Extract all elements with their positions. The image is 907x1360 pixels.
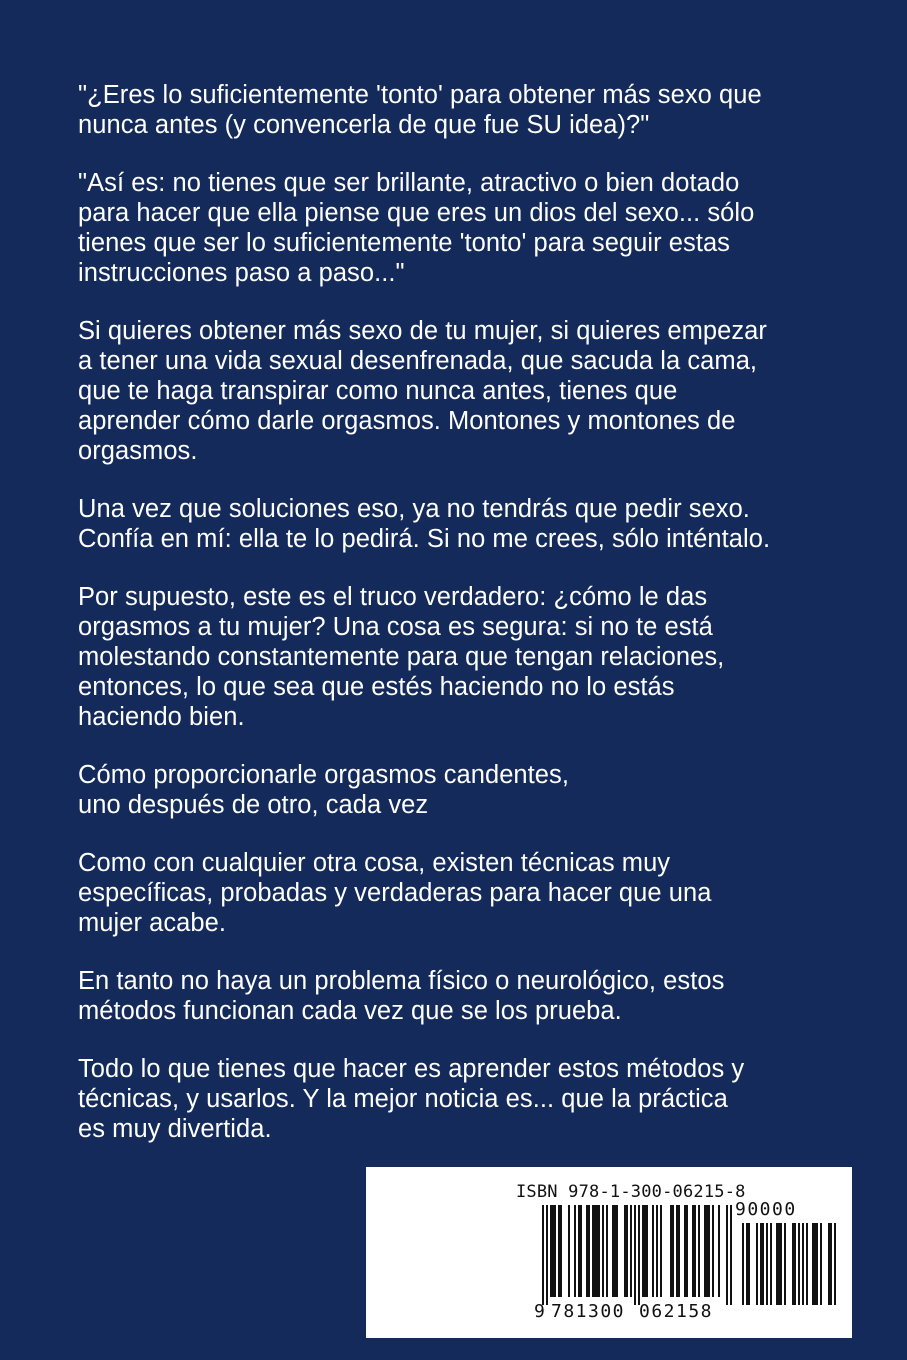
barcode-bar [580,1205,582,1297]
barcode-bar [672,1205,674,1297]
barcode-bar [586,1205,588,1297]
barcode-bar [596,1205,598,1297]
paragraph-6-subheading: Cómo proporcionarle orgasmos candentes, uno después de otro, cada vez [78,761,569,819]
addon-bar [816,1223,818,1305]
barcode-bar [646,1205,648,1297]
barcode-bar [656,1205,658,1297]
blurb-text [78,80,838,1172]
barcode-bar [542,1205,544,1305]
barcode-bar [592,1205,594,1297]
paragraph-1: "¿Eres lo suficientemente 'tonto' para obtener más sexo que nunca antes (y convencerla de que fue SU idea)?" [78,81,762,139]
addon-bar [742,1223,744,1305]
barcode-bar [718,1205,720,1297]
barcode-bar [612,1205,614,1297]
barcode-bar [652,1205,654,1297]
addon-bar [770,1223,772,1305]
barcode-bar [552,1205,554,1297]
barcode-bar [574,1205,576,1297]
barcode-bar [642,1205,644,1297]
barcode-bar [614,1205,616,1297]
barcode-bar [676,1205,678,1297]
barcode-bar [638,1205,640,1305]
barcode-bar [698,1205,700,1297]
barcode-bar [550,1205,552,1297]
paragraph-2: "Así es: no tienes que ser brillante, atractivo o bien dotado para hacer que ella piense que eres un dios del sexo... sólo tienes que ser lo suficientemente 'tonto' para seguir estas instrucciones paso a paso..." [78,169,755,287]
barcode-bar [554,1205,556,1297]
paragraph-4: Una vez que soluciones eso, ya no tendrás que pedir sexo. Confía en mí: ella te lo pedirá. Si no me crees, sólo inténtalo. [78,495,771,553]
barcode-bar [598,1205,600,1297]
barcode-bar [568,1205,570,1297]
paragraph-7: Como con cualquier otra cosa, existen técnicas muy específicas, probadas y verdaderas para hacer que una mujer acabe. [78,849,712,937]
addon-bar [762,1223,764,1305]
addon-bar [806,1223,808,1305]
barcode-bar [644,1205,646,1297]
addon-bar [802,1223,804,1305]
addon-bar [794,1223,796,1305]
ean-right-group: 062158 [639,1301,714,1322]
barcode-bar [694,1205,696,1297]
barcode-bar [546,1205,548,1305]
barcode-bar [712,1205,714,1297]
barcode-bar [560,1205,562,1297]
barcode-bar [684,1205,686,1297]
addon-bar [798,1223,800,1305]
barcode-bar [704,1205,706,1297]
addon-bar [746,1223,748,1305]
addon-bar [766,1223,768,1305]
addon-bar [820,1223,822,1305]
ean-left-group: 781300 [551,1301,626,1322]
addon-bar [784,1223,786,1305]
barcode-bar [692,1205,694,1297]
paragraph-3: Si quieres obtener más sexo de tu mujer, si quieres empezar a tener una vida sexual desenfrenada, que sacuda la cama, que te haga transpirar como nunca antes, tienes que aprender cómo darle orgasmos. Montones y montones de orgasmos. [78,317,767,465]
paragraph-5: Por supuesto, este es el truco verdadero: ¿cómo le das orgasmos a tu mujer? Una cosa es segura: si no te está molestando constantemente para que tengan relaciones, entonces, lo que sea que estés haciendo no lo estás haciendo bien. [78,583,725,731]
barcode-bar [594,1205,596,1297]
addon-bar [780,1223,782,1305]
addon-bar [814,1223,816,1305]
barcode-bar [670,1205,672,1297]
barcode-bar [678,1205,680,1297]
paragraph-8: En tanto no haya un problema físico o neurológico, estos métodos funcionan cada vez que se los prueba. [78,967,725,1025]
addon-bar [834,1223,836,1305]
barcode-bar [606,1205,608,1297]
addon-bar [748,1223,750,1305]
addon-bar [830,1223,832,1305]
barcode-bar [660,1205,662,1297]
isbn-label: ISBN 978-1-300-06215-8 [516,1182,746,1202]
ean-first-digit: 9 [534,1301,547,1322]
barcode-bar [630,1205,632,1297]
barcode-bar [634,1205,636,1305]
addon-bar [760,1223,762,1305]
addon-bar [828,1223,830,1305]
barcode-bar [706,1205,708,1297]
barcode-bar [708,1205,710,1297]
barcode-bar [616,1205,618,1297]
paragraph-9: Todo lo que tienes que hacer es aprender estos métodos y técnicas, y usarlos. Y la mejor noticia es... que la práctica es muy divertida. [78,1055,745,1143]
barcode-addon-digits: 90000 [735,1199,797,1220]
addon-bar [792,1223,794,1305]
barcode-bar [726,1205,728,1305]
barcode-bar [588,1205,590,1297]
barcode-bar [730,1205,732,1305]
barcode-bar [686,1205,688,1297]
barcode-bar [602,1205,604,1297]
barcode-bar [624,1205,626,1297]
barcode-bar [558,1205,560,1297]
barcode-box [366,1167,852,1338]
addon-bar [776,1223,778,1305]
addon-bar [756,1223,758,1305]
barcode-bar [626,1205,628,1297]
addon-bar [812,1223,814,1305]
addon-bar [778,1223,780,1305]
barcode-bar [578,1205,580,1297]
